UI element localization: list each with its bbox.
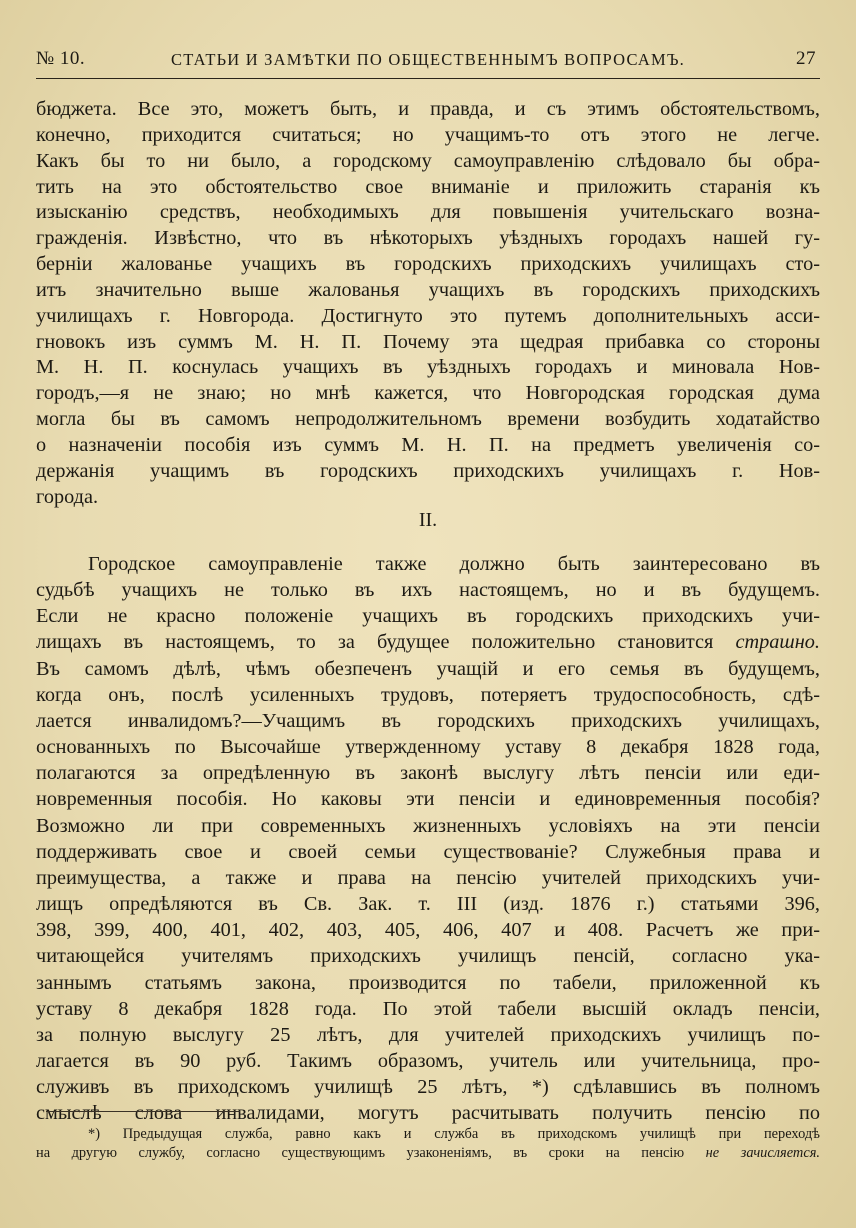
text-line: Какъ бы то ни было, а городскому самоуправленію слѣдовало бы обра- — [36, 149, 820, 172]
text-line: лищъ опредѣляются въ Св. Зак. т. III (изд. 1876 г.) статьями 396, — [36, 893, 820, 916]
text-line: конечно, приходится считаться; но учащимъ-то отъ этого не легче. — [36, 123, 820, 146]
text-line: поддерживать свое и своей семьи существованіе? Служебныя права и — [36, 840, 820, 863]
text-line: читающейся учителямъ приходскихъ училищъ пенсій, согласно ука- — [36, 945, 820, 968]
text-line: когда онъ, послѣ усиленныхъ трудовъ, потеряетъ трудоспособность, сдѣ- — [36, 683, 820, 706]
page-number: 27 — [796, 48, 816, 69]
paragraph-2 — [36, 551, 820, 1126]
footnote — [36, 1125, 820, 1163]
footnote-line: *) Предыдущая служба, равно какъ и служба въ приходскомъ училищѣ при переходѣ — [88, 1126, 820, 1142]
text-fragment: на другую службу, согласно существующимъ узаконеніямъ, въ сроки на пенсію — [36, 1145, 706, 1161]
header-title: СТАТЬИ И ЗАМѢТКИ ПО ОБЩЕСТВЕННЫМЪ ВОПРОСАМЪ. — [171, 50, 685, 69]
paragraph-1 — [36, 97, 820, 511]
text-line: держанія учащимъ въ городскихъ приходскихъ училищахъ г. Нов- — [36, 459, 820, 482]
section-heading: II. — [418, 509, 438, 531]
text-line: Городское самоуправленіе также должно быть заинтересовано въ — [88, 553, 820, 575]
text-line: Если не красно положеніе учащихъ въ городскихъ приходскихъ учи- — [36, 605, 820, 628]
text-line: лагается въ 90 руб. Такимъ образомъ, учитель или учительница, про- — [36, 1049, 820, 1072]
text-line: о назначеніи пособія изъ суммъ М. Н. П. на предметъ увеличенія со- — [36, 433, 820, 456]
footnote-italic: не зачисляется. — [705, 1145, 820, 1161]
issue-number: № 10. — [36, 48, 86, 69]
text-line: основанныхъ по Высочайше утвержденному уставу 8 декабря 1828 года, — [36, 736, 820, 759]
italic-word: страшно. — [735, 631, 820, 654]
text-line: городъ,—я не знаю; но мнѣ кажется, что Новгородская городская дума — [36, 382, 820, 405]
footnote-line — [36, 1144, 820, 1163]
text-line: тить на это обстоятельство свое вниманіе и приложить старанія къ — [36, 175, 820, 198]
text-line: итъ значительно выше жалованья учащихъ въ городскихъ приходскихъ — [36, 278, 820, 301]
footnote-divider — [46, 1111, 240, 1112]
text-line: за полную выслугу 25 лѣтъ, для учителей приходскихъ училищъ по- — [36, 1023, 820, 1046]
text-line: служивъ въ приходскомъ училищѣ 25 лѣтъ, *) сдѣлавшись въ полномъ — [36, 1076, 820, 1099]
text-line: бюджета. Все это, можетъ быть, и правда, и съ этимъ обстоятельствомъ, — [36, 98, 820, 120]
text-line: Возможно ли при современныхъ жизненныхъ условіяхъ на эти пенсіи — [36, 814, 820, 837]
text-line: училищахъ г. Новгорода. Достигнуто это путемъ дополнительныхъ асси- — [36, 304, 820, 327]
text-line: берніи жалованье учащихъ въ городскихъ приходскихъ училищахъ сто- — [36, 253, 820, 276]
text-line: судьбѣ учащихъ не только въ ихъ настоящемъ, но и въ будущемъ. — [36, 579, 820, 602]
text-line: 398, 399, 400, 401, 402, 403, 405, 406, 407 и 408. Расчетъ же при- — [36, 919, 820, 942]
text-line: уставу 8 декабря 1828 года. По этой табели высшій окладъ пенсіи, — [36, 997, 820, 1020]
text-line — [36, 629, 820, 655]
text-line: Въ самомъ дѣлѣ, чѣмъ обезпеченъ учащій и его семья въ будущемъ, — [36, 657, 820, 680]
text-line: могла бы въ самомъ непродолжительномъ времени возбудить ходатайство — [36, 408, 820, 431]
text-line: заннымъ статьямъ закона, производится по табели, приложенной къ — [36, 971, 820, 994]
text-line: города. — [36, 485, 99, 508]
text-line: изысканію средствъ, необходимыхъ для повышенія учительскаго возна- — [36, 201, 820, 224]
text-line: новременныя пособія. Но каковы эти пенсіи и единовременныя пособія? — [36, 788, 820, 811]
text-line: М. Н. П. коснулась учащихъ въ уѣздныхъ городахъ и миновала Нов- — [36, 356, 820, 379]
running-header — [36, 44, 820, 79]
text-line: полагаются за опредѣленную въ законѣ выслугу лѣтъ пенсіи или еди- — [36, 762, 820, 785]
text-line: гновокъ изъ суммъ М. Н. П. Почему эта щедрая прибавка со стороны — [36, 330, 820, 353]
text-line: гражденія. Извѣстно, что въ нѣкоторыхъ уѣздныхъ городахъ нашей гу- — [36, 227, 820, 250]
text-line: преимущества, а также и права на пенсію учителей приходскихъ учи- — [36, 866, 820, 889]
text-line: смыслѣ слова инвалидами, могутъ расчитывать получить пенсію по — [36, 1102, 820, 1125]
text-fragment: лищахъ въ настоящемъ, то за будущее положительно становится — [36, 631, 736, 654]
text-line: лается инвалидомъ?—Учащимъ въ городскихъ приходскихъ училищахъ, — [36, 709, 820, 732]
